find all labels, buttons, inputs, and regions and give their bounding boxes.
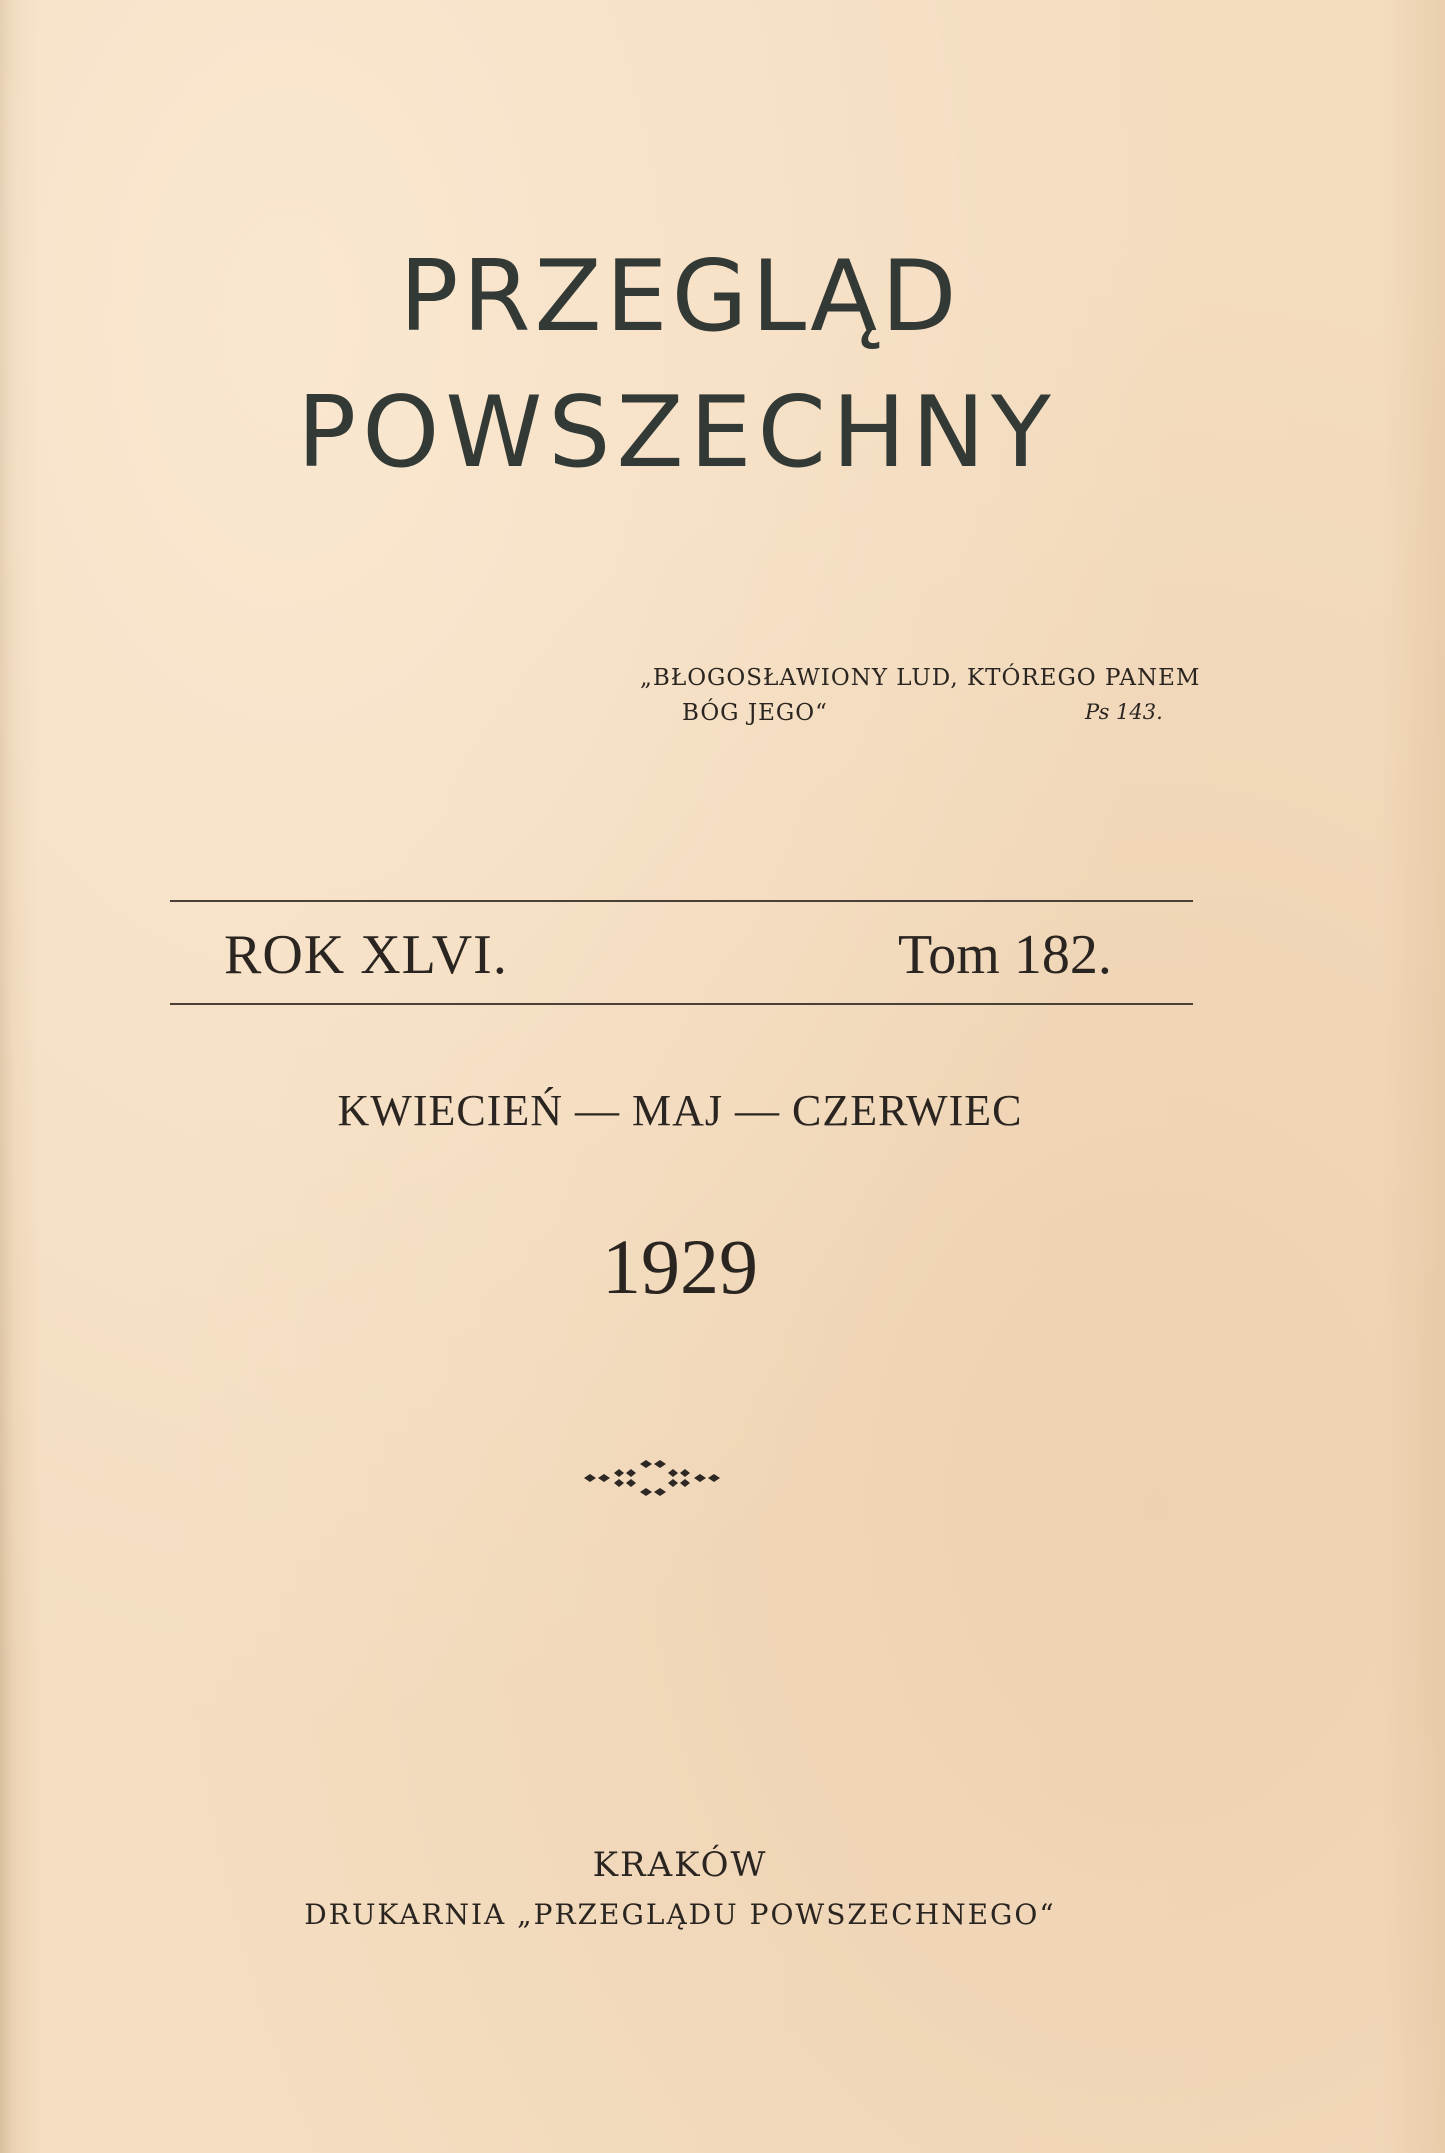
journal-title-line-1: PRZEGLĄD (399, 240, 961, 354)
publication-year: 1929 (602, 1223, 758, 1310)
motto-line-2: BÓG JEGO“ (682, 700, 828, 726)
diamond-ornament-icon (582, 1458, 782, 1498)
months-label: KWIECIEŃ — MAJ — CZERWIEC (337, 1086, 1023, 1135)
imprint-city: KRAKÓW (592, 1845, 768, 1885)
bottom-divider (170, 1003, 1193, 1005)
motto-line-1: „BŁOGOSŁAWIONY LUD, KTÓREGO PANEM (640, 665, 1201, 691)
volume-tome-label: Tom 182. (898, 924, 1112, 986)
imprint-printer: DRUKARNIA „PRZEGLĄDU POWSZECHNEGO“ (304, 1898, 1056, 1931)
volume-year-label: ROK XLVI. (224, 924, 508, 986)
motto-reference: Ps 143. (1085, 700, 1163, 724)
journal-title-line-2: POWSZECHNY (297, 376, 1057, 490)
top-divider (170, 900, 1193, 902)
